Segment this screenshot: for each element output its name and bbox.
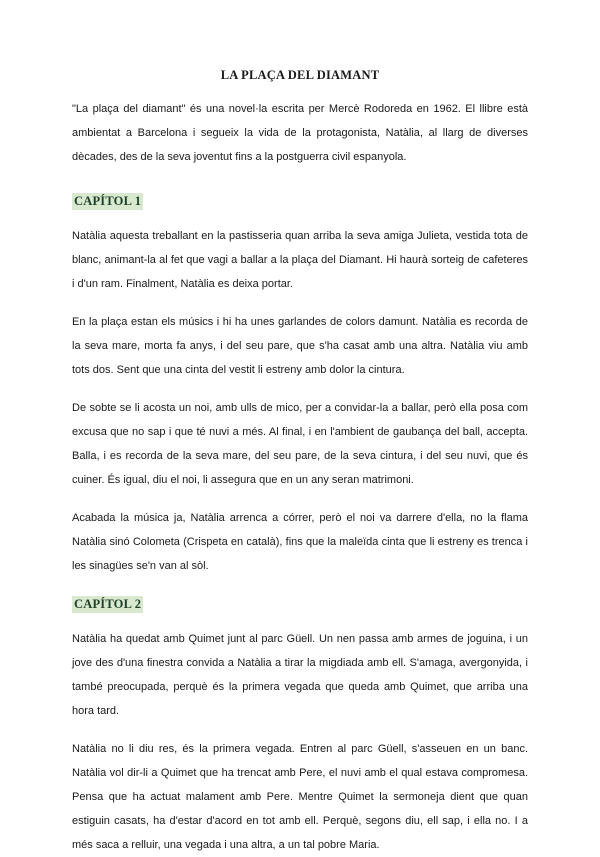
chapter-2-paragraph-1: Natàlia ha quedat amb Quimet junt al parc Güell. Un nen passa amb armes de joguina, i un jove des d'una finestra convida a Natàlia a tirar la migdiada amb ell. S'amaga, avergonyida, i també preocupada, perquè és la primera vegada que queda amb Quimet, que arriba una hora tard. [72,633,528,717]
chapter-1-heading: CAPÍTOL 1 [74,194,142,208]
chapter-1-paragraph-1: Natàlia aquesta treballant en la pastisseria quan arriba la seva amiga Julieta, vestida tota de blanc, animant-la al fet que vagi a ballar a la plaça del Diamant. Hi haurà sorteig de cafeteres i d'un ram. Finalment, Natàlia es deixa portar. [72,230,528,290]
chapter-1-paragraph-4: Acabada la música ja, Natàlia arrenca a córrer, però el noi va darrere d'ella, no la flama Natàlia sinó Colometa (Crispeta en català), fins que la maleïda cinta que li estreny es trenca i les sinagües se'n van al sòl. [72,512,528,572]
chapter-1 [72,185,528,578]
document-title: LA PLAÇA DEL DIAMANT [220,68,380,82]
chapter-2-heading: CAPÍTOL 2 [74,597,142,611]
chapter-2-paragraph-2: Natàlia no li diu res, és la primera vegada. Entren al parc Güell, s'asseuen en un banc. Natàlia vol dir-li a Quimet que ha trencat amb Pere, el nuvi amb el qual estava compromesa. Pensa que ha actuat malament amb Pere. Mentre Quimet la sermoneja dient que quan estiguin casats, ha d'estar d'acord en tot amb ell. Perquè, segons diu, ell sap, i ella no. I a més saca a relluir, una vegada i una altra, a un tal pobre Maria. [72,743,528,851]
chapter-2 [72,588,528,857]
chapter-1-paragraph-3: De sobte se li acosta un noi, amb ulls de mico, per a convidar-la a ballar, però ella posa com excusa que no sap i que té nuvi a més. Al final, i en l'ambient de gaubança del ball, accepta. Balla, i es recorda de la seva mare, del seu pare, de la seva cintura, i del seu nuvi, que és cuiner. És igual, diu el noi, li assegura que en un any seran matrimoni. [72,402,528,486]
chapter-1-paragraph-2: En la plaça estan els músics i hi ha unes garlandes de colors damunt. Natàlia es recorda de la seva mare, morta fa anys, i del seu pare, que s'ha casat amb una altra. Natàlia viu amb tots dos. Sent que una cinta del vestit li estreny amb dolor la cintura. [72,316,528,376]
intro-paragraph: "La plaça del diamant" és una novel·la escrita per Mercè Rodoreda en 1962. El llibre està ambientat a Barcelona i segueix la vida de la protagonista, Natàlia, al llarg de diverses dècades, des de la seva joventut fins a la postguerra civil espanyola. [72,103,528,163]
